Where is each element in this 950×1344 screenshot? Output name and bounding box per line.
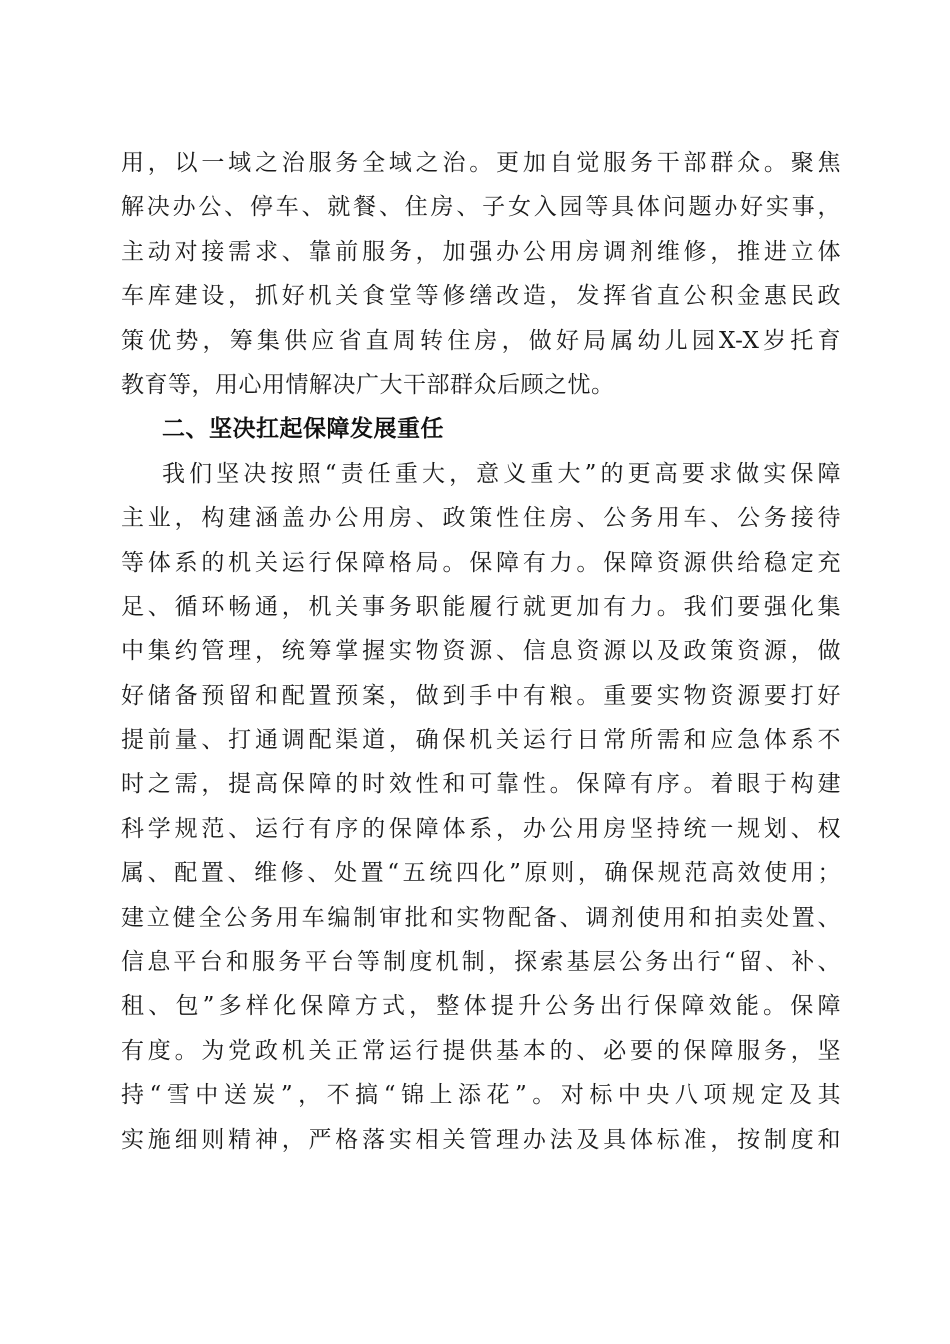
text-line: 好储备预留和配置预案，做到手中有粮。重要实物资源要打好: [121, 682, 841, 709]
text-line: 实施细则精神，严格落实相关管理办法及具体标准，按制度和: [121, 1126, 841, 1153]
text-line: 信息平台和服务平台等制度机制，探索基层公务出行“留、补、: [121, 949, 841, 976]
text-line: 持“雪中送炭”，不搞“锦上添花”。对标中央八项规定及其: [121, 1082, 841, 1109]
section-heading: 二、坚决扛起保障发展重任: [162, 416, 444, 443]
text-line: 教育等，用心用情解决广大干部群众后顾之忧。: [121, 371, 615, 398]
text-line: 解决办公、停车、就餐、住房、子女入园等具体问题办好实事，: [121, 194, 841, 221]
paragraph-guarantee: [121, 452, 841, 1162]
text-line: 属、配置、维修、处置“五统四化”原则，确保规范高效使用；: [121, 860, 841, 887]
text-line: 时之需，提高保障的时效性和可靠性。保障有序。着眼于构建: [121, 771, 841, 798]
text-line: 科学规范、运行有序的保障体系，办公用房坚持统一规划、权: [121, 815, 841, 842]
text-line: 建立健全公务用车编制审批和实物配备、调剂使用和拍卖处置、: [121, 904, 841, 931]
text-line: 策优势，筹集供应省直周转住房，做好局属幼儿园X-X岁托育: [121, 327, 841, 354]
text-line: 主业，构建涵盖办公用房、政策性住房、公务用车、公务接待: [121, 505, 841, 532]
text-line: 车库建设，抓好机关食堂等修缮改造，发挥省直公积金惠民政: [121, 283, 841, 310]
document-body: [121, 141, 841, 1162]
text-line: 等体系的机关运行保障格局。保障有力。保障资源供给稳定充: [121, 549, 841, 576]
text-line: 中集约管理，统筹掌握实物资源、信息资源以及政策资源，做: [121, 638, 841, 665]
text-line: 有度。为党政机关正常运行提供基本的、必要的保障服务，坚: [121, 1037, 841, 1064]
text-line: 租、包”多样化保障方式，整体提升公务出行保障效能。保障: [121, 993, 841, 1020]
text-line: 用，以一域之治服务全域之治。更加自觉服务干部群众。聚焦: [121, 150, 841, 176]
text-line: 主动对接需求、靠前服务，加强办公用房调剂维修，推进立体: [121, 238, 841, 265]
text-line: 提前量、打通调配渠道，确保机关运行日常所需和应急体系不: [121, 727, 841, 754]
text-line: 我们坚决按照“责任重大，意义重大”的更高要求做实保障: [162, 460, 841, 487]
text-line: 足、循环畅通，机关事务职能履行就更加有力。我们要强化集: [121, 593, 841, 620]
paragraph-services: [121, 141, 841, 407]
